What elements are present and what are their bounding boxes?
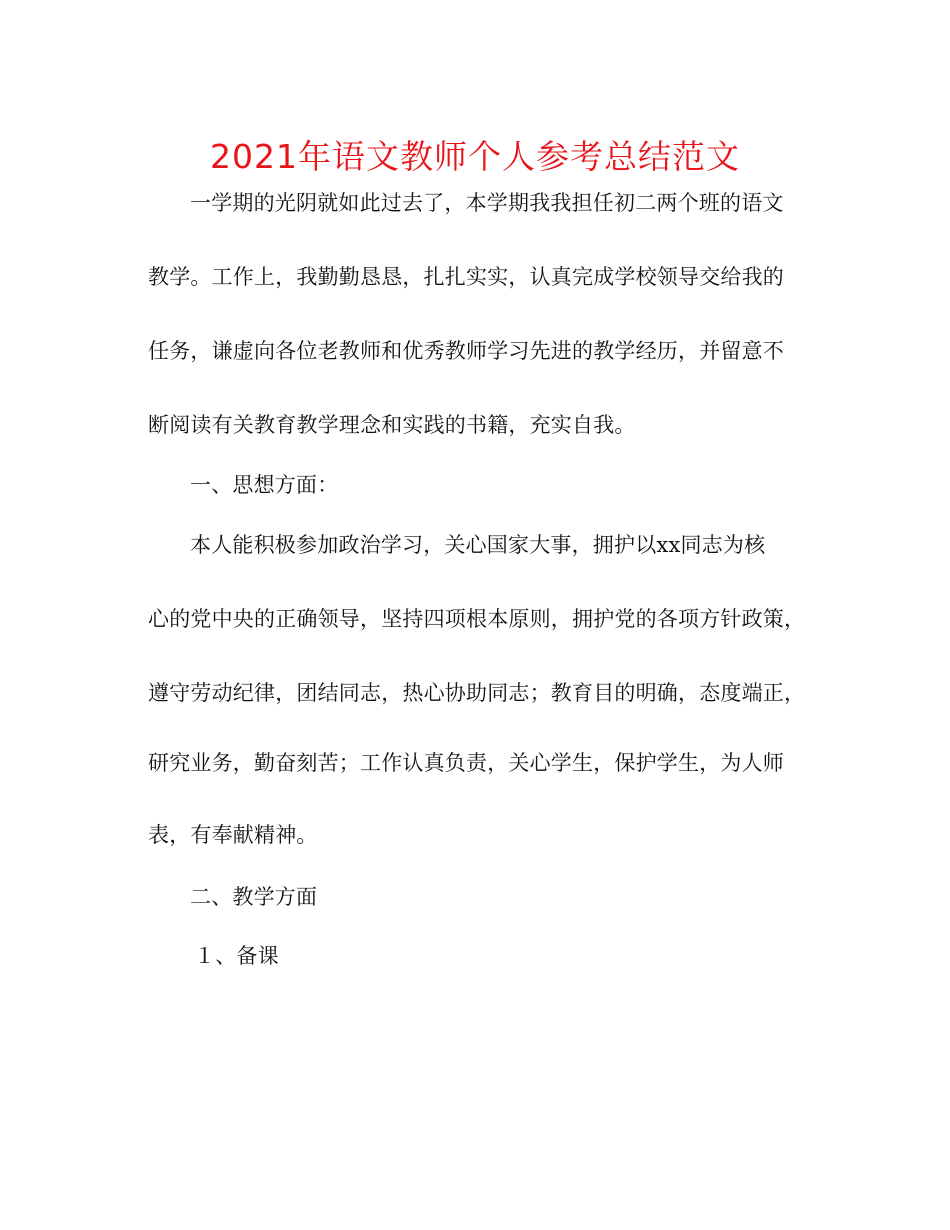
section1-line-4: 研究业务，勤奋刻苦；工作认真负责，关心学生，保护学生，为人师	[148, 751, 784, 775]
document-title: 2021年语文教师个人参考总结范文	[210, 137, 740, 176]
intro-line-4: 断阅读有关教育教学理念和实践的书籍，充实自我。	[148, 413, 636, 437]
subsection-heading-lesson-prep: １、备课	[194, 944, 279, 968]
section1-line-3: 遵守劳动纪律，团结同志，热心协助同志；教育目的明确，态度端正，	[148, 681, 806, 705]
section-heading-thought: 一、思想方面：	[190, 473, 339, 497]
section1-line-2: 心的党中央的正确领导，坚持四项根本原则，拥护党的各项方针政策，	[148, 607, 806, 631]
intro-line-3: 任务，谦虚向各位老教师和优秀教师学习先进的教学经历，并留意不	[148, 339, 784, 363]
section1-line-5: 表，有奉献精神。	[148, 823, 318, 847]
section-heading-teaching: 二、教学方面	[190, 885, 318, 909]
section1-line-1: 本人能积极参加政治学习，关心国家大事，拥护以xx同志为核	[190, 533, 766, 557]
intro-line-2: 教学。工作上，我勤勤恳恳，扎扎实实，认真完成学校领导交给我的	[148, 265, 784, 289]
intro-line-1: 一学期的光阴就如此过去了，本学期我我担任初二两个班的语文	[190, 191, 784, 215]
